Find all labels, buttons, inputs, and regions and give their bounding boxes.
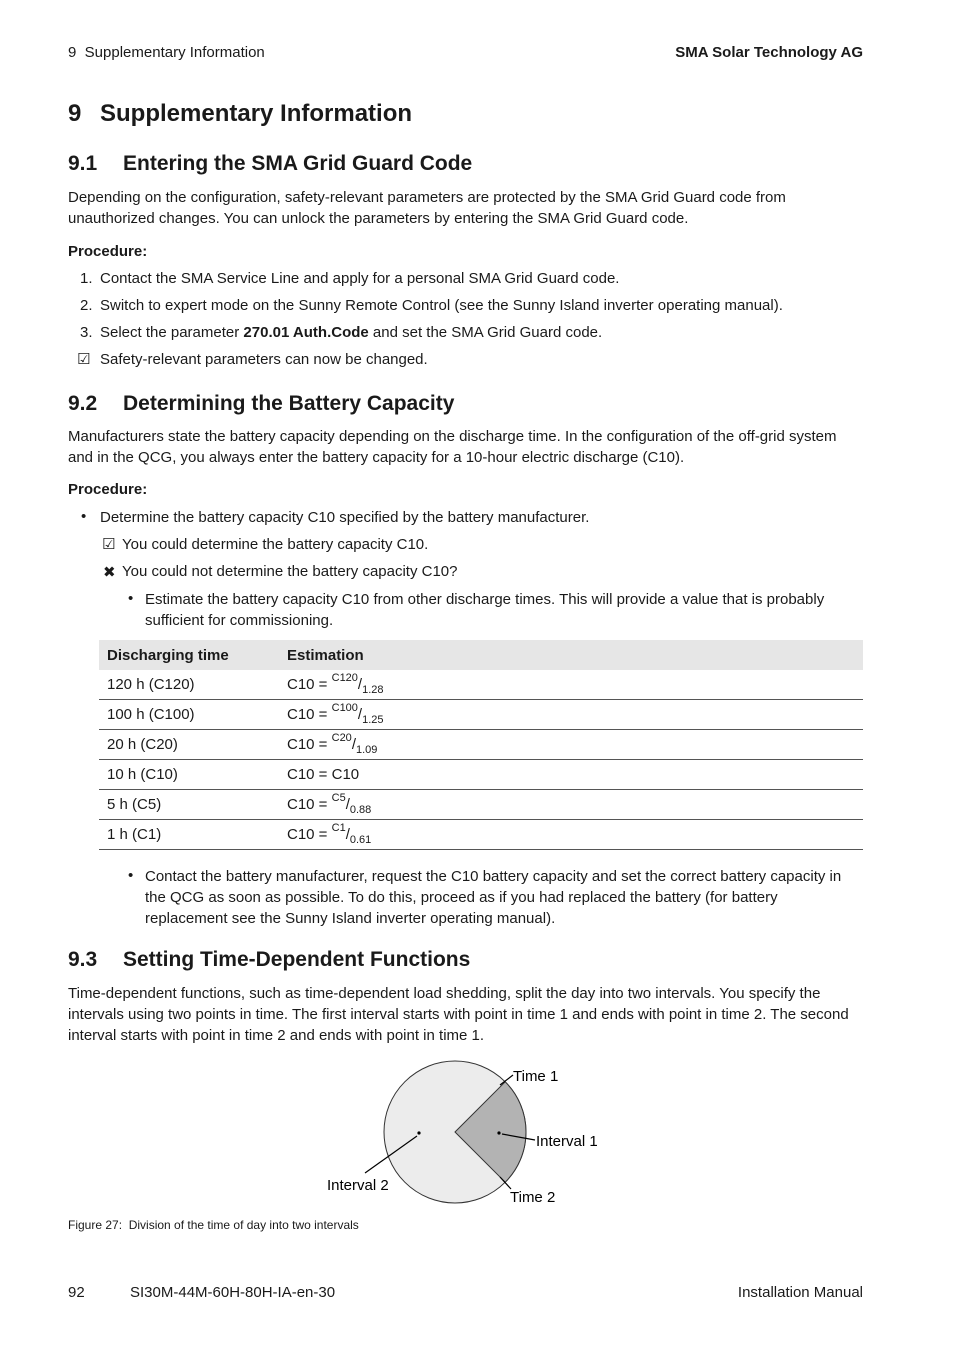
- formula-denominator: 1.28: [362, 683, 384, 696]
- estimation-cell: $C10 = ^{C120}/_{1.28}$: [279, 670, 863, 700]
- document-id: SI30M-44M-60H-80H-IA-en-30: [130, 1284, 336, 1301]
- discharge-time-cell: 100 h (C100): [99, 700, 279, 730]
- discharge-time-cell: 120 h (C120): [99, 670, 279, 700]
- step-number: 3.: [80, 324, 93, 341]
- procedure-step: [100, 322, 602, 343]
- section-number: 9.3: [68, 948, 98, 971]
- step-text: and set the SMA Grid Guard code.: [368, 324, 603, 341]
- section-title: Setting Time-Dependent Functions: [123, 948, 471, 971]
- formula-numerator: C5: [331, 791, 346, 804]
- chapter-number: 9: [68, 100, 82, 127]
- table-header-row: [99, 640, 863, 670]
- checkbox-checked-icon: ☑: [77, 351, 91, 368]
- table-row: [99, 730, 863, 760]
- formula-denominator: 1.25: [362, 713, 384, 726]
- table-row: [99, 790, 863, 820]
- step-text: Select the parameter: [100, 324, 244, 341]
- formula-numerator: C1: [331, 821, 346, 834]
- procedure-bullet: Determine the battery capacity C10 specified by the battery manufacturer.: [100, 509, 590, 526]
- section-number: 9.1: [68, 152, 98, 175]
- formula-numerator: C120: [331, 671, 358, 684]
- formula-denominator: 0.88: [349, 803, 372, 816]
- sub-bullet: Estimate the battery capacity C10 from other discharge times. This will provide a value that is probably sufficient for commissioning.: [145, 591, 825, 629]
- section-heading-9-3: [68, 948, 470, 972]
- interval-2-dot: [417, 1131, 420, 1134]
- column-header: Estimation: [279, 640, 863, 670]
- discharge-time-cell: 20 h (C20): [99, 730, 279, 760]
- manual-type: Installation Manual: [737, 1284, 863, 1301]
- formula-prefix: C10 =: [287, 825, 332, 843]
- formula-prefix: C10 =: [287, 795, 332, 813]
- section-title: Entering the SMA Grid Guard Code: [123, 152, 473, 175]
- paragraph-9-3-intro: Time-dependent functions, such as time-dependent load shedding, split the day into two intervals. You specify the intervals using two points in time. The first interval starts with point in time 1 and ends with point in time 2. The second interval starts with point in time 2 and ends with point in time 1.: [68, 985, 849, 1044]
- running-header-section: 9 Supplementary Information: [68, 44, 265, 61]
- page-number: 92: [68, 1284, 85, 1301]
- section-number: 9.2: [68, 392, 98, 415]
- discharge-time-cell: 1 h (C1): [99, 820, 279, 850]
- formula-prefix: C10 =: [287, 705, 332, 723]
- interval-1-label: Interval 1: [536, 1133, 598, 1150]
- bullet-icon: •: [128, 867, 134, 884]
- table-row: [99, 700, 863, 730]
- running-header-company: SMA Solar Technology AG: [675, 44, 863, 61]
- formula-denominator: 1.09: [355, 743, 378, 756]
- sub-bullet: Contact the battery manufacturer, request the C10 battery capacity and set the correct battery capacity in the QCG as soon as possible. To do this, proceed as if you had replaced the battery (for battery replacement see the Sunny Island inverter operating manual).: [145, 868, 842, 927]
- chapter-title: [68, 100, 412, 128]
- formula-prefix: C10 =: [287, 675, 332, 693]
- paragraph-9-1-intro: Depending on the configuration, safety-relevant parameters are protected by the SMA Grid Guard code from unauthorized changes. You can unlock the parameters by entering the SMA Grid Guard code.: [68, 189, 786, 227]
- formula-numerator: C100: [331, 701, 358, 714]
- time-intervals-figure: [0, 1050, 954, 1215]
- step-number: 1.: [80, 270, 93, 287]
- procedure-label: Procedure:: [68, 243, 148, 260]
- section-heading-9-1: [68, 152, 472, 176]
- formula-prefix: C10 =: [287, 735, 332, 753]
- bullet-icon: •: [81, 508, 87, 525]
- estimation-cell: C10 = C10: [279, 760, 863, 790]
- procedure-result: Safety-relevant parameters can now be changed.: [100, 351, 428, 368]
- chapter-title-text: Supplementary Information: [100, 100, 413, 127]
- interval-2-label: Interval 2: [327, 1177, 389, 1194]
- estimation-cell: $C10 = ^{C5}/_{0.88}$: [279, 790, 863, 820]
- result-failure: You could not determine the battery capacity C10?: [122, 563, 458, 580]
- result-success: You could determine the battery capacity C10.: [122, 536, 429, 553]
- procedure-label: Procedure:: [68, 481, 148, 498]
- discharge-time-cell: 10 h (C10): [99, 760, 279, 790]
- interval-1-dot: [497, 1131, 500, 1134]
- time-1-label: Time 1: [513, 1068, 559, 1085]
- bullet-icon: •: [128, 590, 134, 607]
- time-2-label: Time 2: [510, 1189, 556, 1206]
- discharge-time-cell: 5 h (C5): [99, 790, 279, 820]
- table-row: [99, 820, 863, 850]
- formula-denominator: 0.61: [349, 833, 372, 846]
- formula-numerator: C20: [331, 731, 352, 744]
- estimation-cell: $C10 = ^{C100}/_{1.25}$: [279, 700, 863, 730]
- paragraph-9-2-intro: Manufacturers state the battery capacity depending on the discharge time. In the configuration of the off-grid system and in the QCG, you always enter the battery capacity for a 10-hour electric discharge (C10).: [68, 428, 837, 466]
- cross-icon: ✖: [103, 564, 116, 581]
- checkbox-checked-icon: ☑: [102, 536, 116, 553]
- estimation-cell: $C10 = ^{C20}/_{1.09}$: [279, 730, 863, 760]
- procedure-step: Switch to expert mode on the Sunny Remote Control (see the Sunny Island inverter operating manual).: [100, 297, 783, 314]
- procedure-step: Contact the SMA Service Line and apply for a personal SMA Grid Guard code.: [100, 270, 620, 287]
- column-header: Discharging time: [99, 640, 279, 670]
- estimation-cell: $C10 = ^{C1}/_{0.61}$: [279, 820, 863, 850]
- parameter-name: 270.01 Auth.Code: [243, 324, 369, 341]
- table-row: [99, 760, 863, 790]
- section-heading-9-2: [68, 392, 454, 416]
- table-row: [99, 670, 863, 700]
- section-title: Determining the Battery Capacity: [123, 392, 455, 415]
- step-number: 2.: [80, 297, 93, 314]
- capacity-estimation-table: [99, 640, 863, 850]
- figure-caption: Figure 27: Division of the time of day into two intervals: [68, 1218, 359, 1232]
